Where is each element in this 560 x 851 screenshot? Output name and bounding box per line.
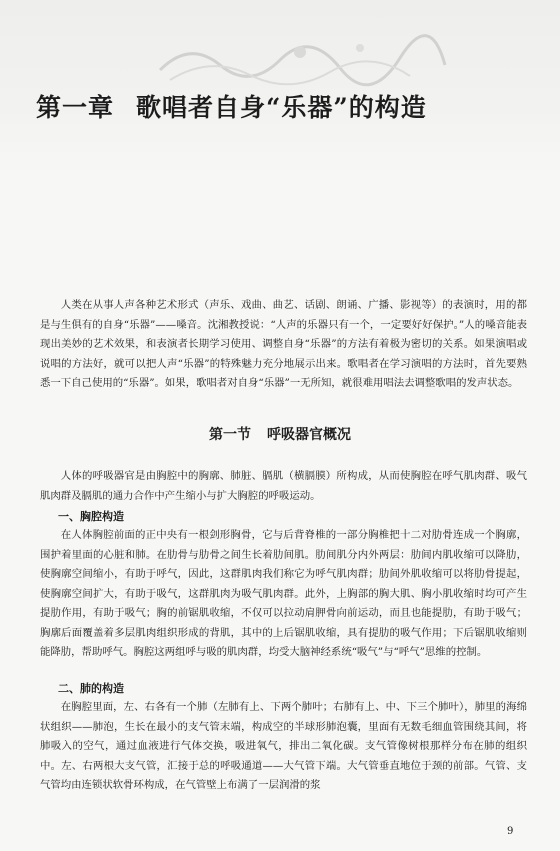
section-heading [0, 424, 560, 444]
subsection-text-chest: 在人体胸腔前面的正中央有一根剑形胸骨，它与后背脊椎的一部分胸椎把十二对肋骨连成一个胸廓，围护着里面的心脏和肺。在肋骨与肋骨之间生长着肋间肌。肋间肌分内外两层：肋间内肌收缩可以降肋，使胸廓空间缩小，有助于呼气，因此，这群肌肉我们称它为呼气肌肉群；肋间外肌收缩可以将肋骨提起，使胸廓空间扩大，有助于吸气，这群肌肉为吸气肌肉群。此外，上胸部的胸大肌、胸小肌收缩时均可产生提肋作用，有助于吸气；胸的前锯肌收缩，不仅可以拉动肩胛骨向前运动，而且也能提肋，有助于吸气；胸廓后面覆盖着多层肌肉组织形成的背肌，其中的上后锯肌收缩，具有提肋的吸气作用；下后锯肌收缩则能降肋，帮助呼气。胸腔这两组呼与吸的肌肉群，均受大脑神经系统“吸气”与“呼气”思维的控制。 [40, 529, 527, 658]
chapter-title [36, 88, 427, 124]
subsection-heading-lungs: 二、肺的构造 [58, 682, 124, 695]
chapter-intro-paragraph: 人类在从事人声各种艺术形式（声乐、戏曲、曲艺、话剧、朗诵、广播、影视等）的表演时，用的都是与生俱有的自身“乐器”——嗓音。沈湘教授说：“人声的乐器只有一个，一定要好好保护。”人的嗓音能表现出美妙的艺术效果，和表演者长期学习使用、调整自身“乐器”的方法有着极为密切的关系。如果演唱或说唱的方法好，就可以把人声“乐器”的特殊魅力充分地展示出来。歌唱者在学习演唱的方法时，首先要熟悉一下自己使用的“乐器”。如果，歌唱者对自身“乐器”一无所知，就很难用唱法去调整歌唱的发声状态。 [40, 299, 527, 389]
section-title: 呼吸器官概况 [267, 427, 351, 443]
banner-decoration [150, 30, 450, 90]
section-number: 第一节 [209, 427, 251, 443]
section-intro-paragraph: 人体的呼吸器官是由胸腔中的胸廓、肺脏、膈肌（横膈膜）所构成，从而使胸腔在呼气肌肉群、吸气肌肉群及膈肌的通力合作中产生缩小与扩大胸腔的呼吸运动。 [40, 470, 527, 502]
chapter-number: 第一章 [36, 93, 115, 122]
subsection-text-lungs: 在胸腔里面，左、右各有一个肺（左肺有上、下两个肺叶；右肺有上、中、下三个肺叶），肺里的海绵状组织——肺泡，生长在最小的支气管末端，构成空的半球形肺泡囊，里面有无数毛细血管围绕其间，将肺吸入的空气，通过血液进行气体交换，吸进氧气，排出二氧化碳。支气管像树根那样分布在肺的组织中。左、右两根大支气管，汇接于总的呼吸通道——大气管下端。大气管垂直地位于颈的前部。气管、支气管均由连锁状软骨环构成，在气管壁上布满了一层润滑的浆 [40, 701, 527, 791]
subsection-heading-chest: 一、胸腔构造 [58, 510, 124, 523]
chapter-name: 歌唱者自身“乐器”的构造 [136, 93, 427, 122]
page-number: 9 [507, 826, 514, 837]
